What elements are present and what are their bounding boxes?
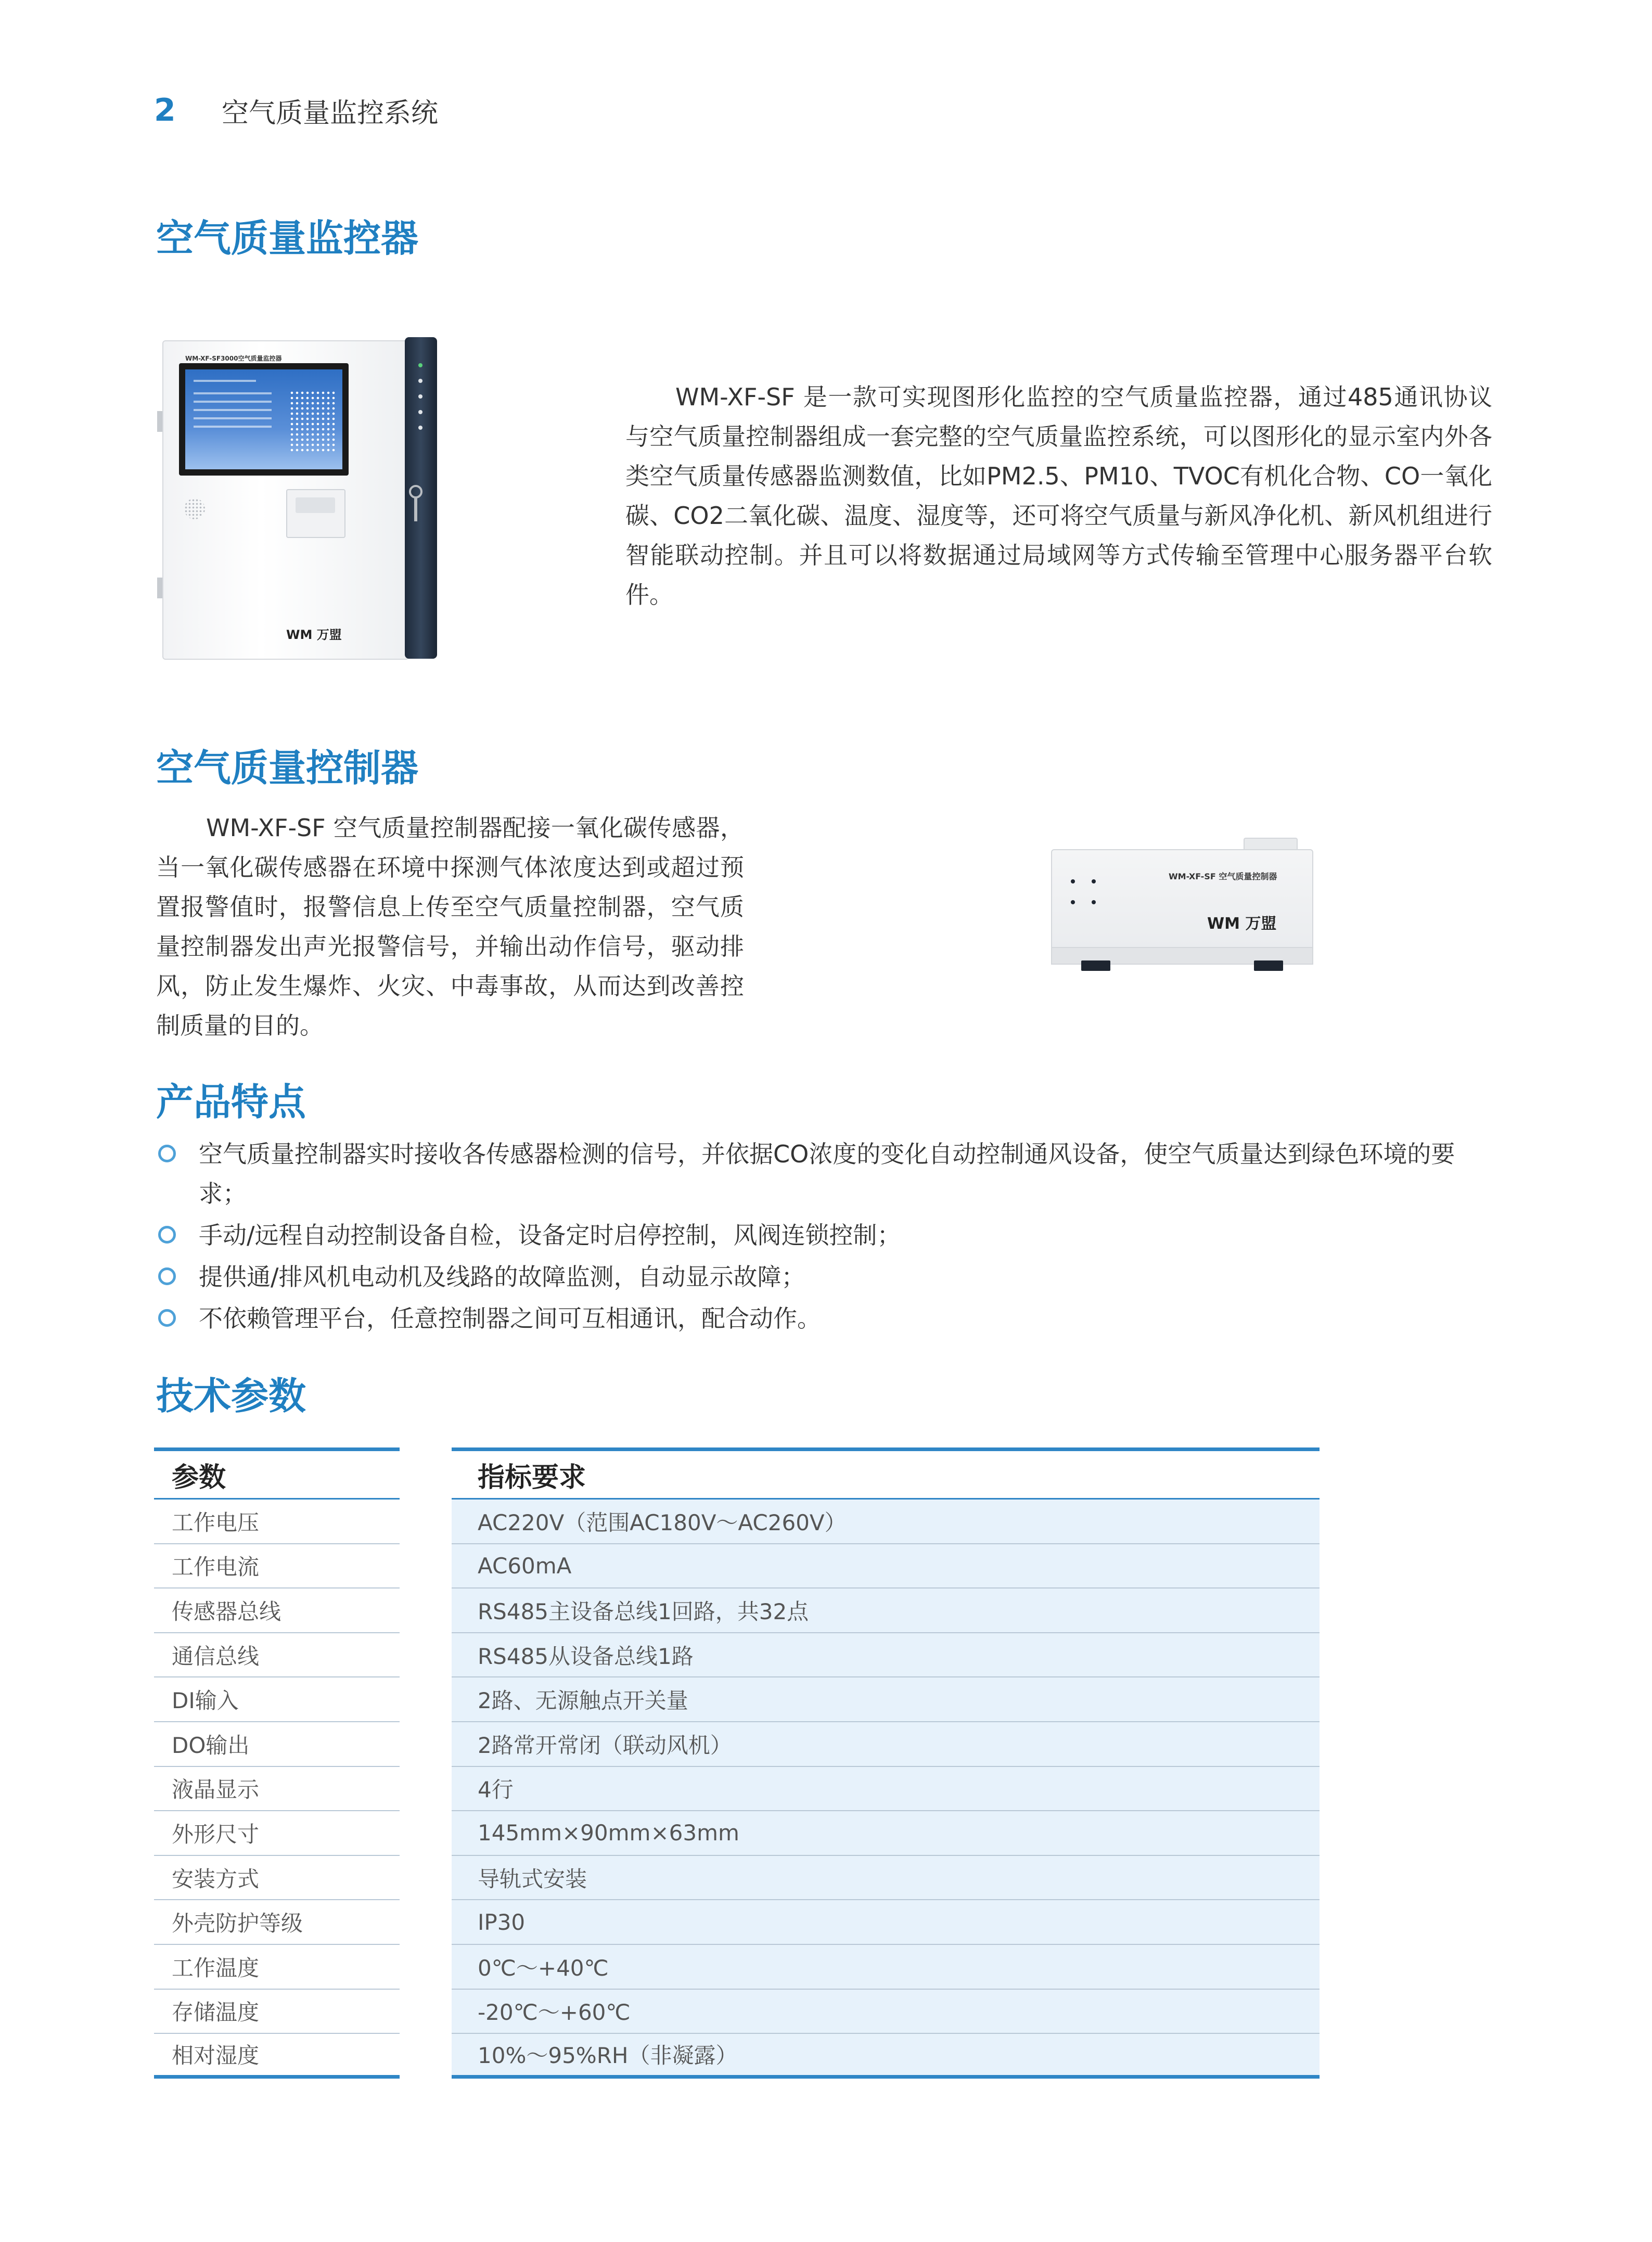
page-number: 2 (154, 92, 176, 129)
screen-line (194, 392, 272, 394)
table-cell-value: 10%～95%RH（非凝露） (452, 2034, 1320, 2079)
circle-bullet-icon (158, 1267, 176, 1285)
indicator-led (418, 394, 422, 399)
indicator-led (418, 410, 422, 414)
din-clip-left (1081, 960, 1110, 971)
controller-device-image (1051, 838, 1311, 983)
indicator-led (1092, 879, 1096, 883)
screen-line (194, 417, 272, 419)
screen-line (194, 426, 272, 428)
table-cell-param: 工作电流 (154, 1544, 400, 1589)
indicator-led (1071, 879, 1075, 883)
table-cell-value: 2路、无源触点开关量 (452, 1677, 1320, 1722)
feature-list (156, 1134, 1488, 1340)
monitor-section-title: 空气质量监控器 (156, 216, 419, 260)
screen-line (194, 401, 272, 403)
table-cell-param: 安装方式 (154, 1856, 400, 1901)
table-cell-value: 2路常开常闭（联动风机） (452, 1722, 1320, 1767)
monitor-screen-display (185, 369, 342, 469)
list-item: 提供通/排风机电动机及线路的故障监测，自动显示故障； (156, 1257, 1488, 1297)
table-cell-param: DO输出 (154, 1722, 400, 1767)
brand-logo: WM 万盟 (286, 627, 342, 642)
controller-section-title: 空气质量控制器 (156, 746, 419, 790)
table-cell-value: -20℃～+60℃ (452, 1990, 1320, 2034)
table-cell-param: 通信总线 (154, 1633, 400, 1678)
param-column (154, 1447, 400, 2079)
value-column (452, 1447, 1320, 2079)
printer-module (286, 489, 345, 538)
screen-line (194, 380, 256, 382)
table-cell-param: 工作电压 (154, 1500, 400, 1544)
table-cell-value: 0℃～+40℃ (452, 1945, 1320, 1990)
table-cell-value: 145mm×90mm×63mm (452, 1811, 1320, 1856)
page-header (154, 89, 438, 131)
table-cell-param: 外壳防护等级 (154, 1900, 400, 1945)
speaker-grille (184, 498, 205, 519)
controller-device-label: WM-XF-SF 空气质量控制器 (1169, 872, 1277, 881)
table-cell-value: 4行 (452, 1767, 1320, 1812)
table-cell-param: DI输入 (154, 1677, 400, 1722)
brand-logo: WM 万盟 (1207, 915, 1277, 933)
monitor-screen (179, 363, 349, 476)
table-cell-param: 液晶显示 (154, 1767, 400, 1812)
circle-bullet-icon (158, 1226, 176, 1244)
indicator-led (418, 426, 422, 430)
circle-bullet-icon (158, 1309, 176, 1327)
list-item: 不依赖管理平台，任意控制器之间可互相通讯，配合动作。 (156, 1299, 1488, 1338)
indicator-led (1071, 900, 1075, 904)
indicator-led (418, 379, 422, 383)
table-cell-value: AC220V（范围AC180V～AC260V） (452, 1500, 1320, 1544)
table-cell-param: 外形尺寸 (154, 1811, 400, 1856)
controller-housing (1051, 849, 1313, 960)
table-header-param: 参数 (154, 1447, 400, 1500)
indicator-led (418, 363, 422, 367)
din-clip-right (1254, 960, 1283, 971)
key-icon (409, 485, 422, 521)
monitor-hinge-bottom (157, 578, 162, 598)
table-header-value: 指标要求 (452, 1447, 1320, 1500)
controller-description: WM-XF-SF 空气质量控制器配接一氧化碳传感器，当一氧化碳传感器在环境中探测气体浓度达到或超过预置报警值时，报警信息上传至空气质量控制器，空气质量控制器发出声光报警信号，并输出动作信号，驱动排风，防止发生爆炸、火灾、中毒事故，从而达到改善控制质量的目的。 (156, 814, 744, 1040)
table-cell-value: AC60mA (452, 1544, 1320, 1589)
table-cell-param: 工作温度 (154, 1945, 400, 1990)
printer-slot (296, 497, 335, 513)
screen-sensor-grid (289, 390, 336, 453)
list-item: 手动/远程自动控制设备自检，设备定时启停控制，风阀连锁控制； (156, 1215, 1488, 1255)
table-cell-value: RS485主设备总线1回路，共32点 (452, 1588, 1320, 1633)
monitor-device-label: WM-XF-SF3000空气质量监控器 (185, 355, 282, 362)
features-section-title: 产品特点 (156, 1080, 306, 1124)
monitor-device-image (156, 333, 437, 666)
screen-line (194, 409, 272, 411)
spec-section-title: 技术参数 (156, 1374, 306, 1418)
running-title: 空气质量监控系统 (222, 97, 439, 129)
monitor-description: WM-XF-SF 是一款可实现图形化监控的空气质量监控器，通过485通讯协议与空气质量控制器组成一套完整的空气质量监控系统，可以图形化的显示室内外各类空气质量传感器监测数值，比如PM2.5、PM10、TVOC有机化合物、CO一氧化碳、CO2二氧化碳、温度、湿度等，还可将空气质量与新风净化机、新风机组进行智能联动控制。并且可以将数据通过局域网等方式传输至管理中心服务器平台软件。 (625, 383, 1492, 609)
table-cell-value: RS485从设备总线1路 (452, 1633, 1320, 1678)
monitor-hinge-top (157, 411, 162, 432)
table-cell-param: 传感器总线 (154, 1588, 400, 1633)
list-item: 空气质量控制器实时接收各传感器检测的信号，并依据CO浓度的变化自动控制通风设备，使空气质量达到绿色环境的要求； (156, 1134, 1488, 1213)
table-cell-value: 导轨式安装 (452, 1856, 1320, 1901)
table-cell-param: 存储温度 (154, 1990, 400, 2034)
table-cell-param: 相对湿度 (154, 2034, 400, 2079)
circle-bullet-icon (158, 1145, 176, 1162)
table-cell-value: IP30 (452, 1900, 1320, 1945)
indicator-led (1092, 900, 1096, 904)
